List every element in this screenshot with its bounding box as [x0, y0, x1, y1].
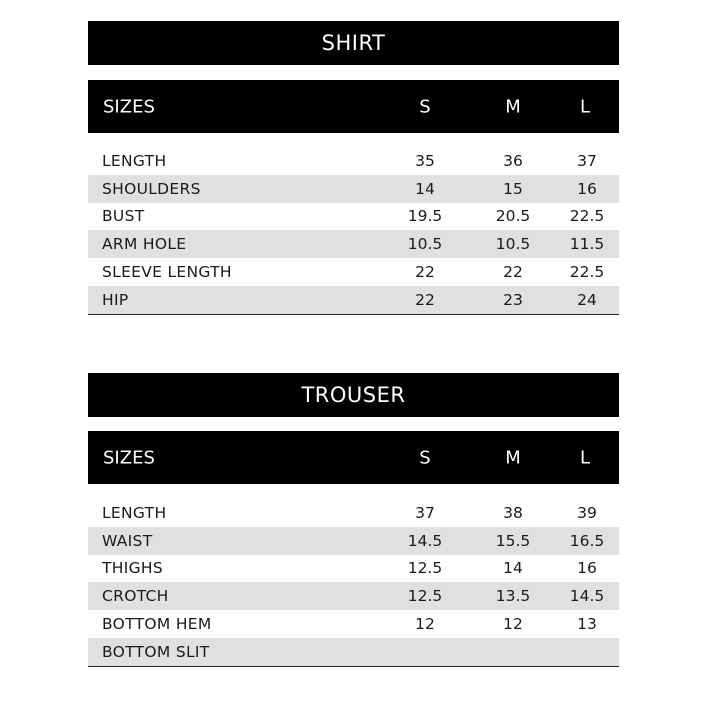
shirt-measurements-table [88, 147, 619, 315]
value-s: 12.5 [407, 559, 443, 578]
value-s: 12 [415, 615, 435, 634]
value-l: 37 [577, 151, 597, 170]
row-label: LENGTH [102, 503, 167, 522]
row-label: ARM HOLE [102, 235, 187, 254]
row-label: LENGTH [102, 151, 167, 170]
row-label: BOTTOM HEM [102, 615, 212, 634]
table-row [88, 147, 619, 175]
value-m: 13.5 [495, 587, 531, 606]
value-l: 24 [577, 290, 597, 309]
trouser-header-sizes: SIZES [103, 447, 155, 468]
table-row [88, 638, 619, 666]
table-row [88, 286, 619, 314]
value-l: 13 [577, 615, 597, 634]
row-label: SHOULDERS [102, 179, 201, 198]
value-l: 22.5 [569, 207, 605, 226]
table-row [88, 230, 619, 258]
value-l: 14.5 [569, 587, 605, 606]
value-l: 16 [577, 559, 597, 578]
value-l: 22.5 [569, 263, 605, 282]
table-row [88, 555, 619, 583]
row-label: CROTCH [102, 587, 169, 606]
trouser-measurements-table [88, 499, 619, 667]
value-m: 10.5 [495, 235, 531, 254]
value-s: 19.5 [407, 207, 443, 226]
table-row [88, 175, 619, 203]
row-label: HIP [102, 290, 129, 309]
table-row [88, 499, 619, 527]
value-m: 12 [503, 615, 523, 634]
row-label: WAIST [102, 531, 153, 550]
row-label: BOTTOM SLIT [102, 642, 210, 661]
value-m: 15.5 [495, 531, 531, 550]
table-row [88, 527, 619, 555]
value-s: 12.5 [407, 587, 443, 606]
value-m: 23 [503, 290, 523, 309]
value-l: 16 [577, 179, 597, 198]
value-s: 14.5 [407, 531, 443, 550]
row-label: SLEEVE LENGTH [102, 263, 232, 282]
value-l: 11.5 [569, 235, 605, 254]
row-label: BUST [102, 207, 145, 226]
value-s: 22 [415, 290, 435, 309]
value-m: 36 [503, 151, 523, 170]
table-row [88, 582, 619, 610]
row-label: THIGHS [102, 559, 163, 578]
shirt-title-bar [88, 21, 619, 65]
table-row [88, 203, 619, 231]
value-s: 10.5 [407, 235, 443, 254]
value-m: 22 [503, 263, 523, 282]
value-m: 38 [503, 503, 523, 522]
value-s: 37 [415, 503, 435, 522]
value-m: 15 [503, 179, 523, 198]
value-s: 14 [415, 179, 435, 198]
value-s: 22 [415, 263, 435, 282]
value-l: 16.5 [569, 531, 605, 550]
trouser-header-row: SIZES S M L [88, 431, 619, 484]
value-m: 14 [503, 559, 523, 578]
shirt-header-sizes: SIZES [103, 96, 155, 117]
trouser-title-bar [88, 373, 619, 417]
trouser-title: TROUSER [301, 383, 406, 407]
table-row [88, 610, 619, 638]
value-m: 20.5 [495, 207, 531, 226]
value-l: 39 [577, 503, 597, 522]
table-row [88, 258, 619, 286]
shirt-title: SHIRT [321, 31, 386, 55]
value-s: 35 [415, 151, 435, 170]
shirt-header-row: SIZES S M L [88, 80, 619, 133]
